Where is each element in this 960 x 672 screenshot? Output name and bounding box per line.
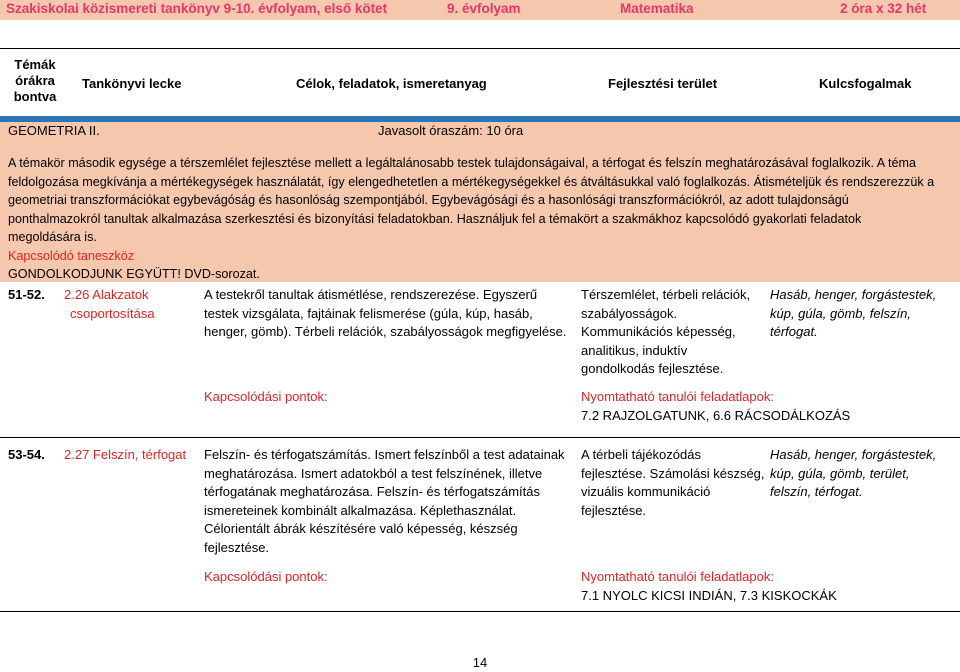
goals-line: Felszín- és térfogatszámítás. Ismert felszínből a test adatainak: [204, 447, 565, 462]
dev-line: Térszemlélet, térbeli relációk,: [581, 287, 751, 302]
row-goals: [204, 286, 574, 342]
row-keywords: [770, 286, 936, 342]
kw-line: Hasáb, henger, forgástestek,: [770, 447, 937, 462]
row-development: [581, 286, 750, 379]
row-divider: [0, 437, 960, 438]
worksheets: [581, 568, 837, 605]
worksheets: [581, 388, 850, 425]
column-topic-line1: Témák: [14, 57, 56, 72]
column-keywords: Kulcsfogalmak: [819, 76, 912, 91]
lesson-link[interactable]: 2.26 Alakzatok: [64, 287, 149, 302]
description-line: ponthalmazokról tanultak alkalmazása szerkesztési és bizonyítási feladatokban. Használjuk fel a témakört a szakmákhoz kapcsolódó gyakorlati feladatok: [8, 211, 862, 226]
kw-line: kúp, gúla, gömb, felszín,: [770, 305, 911, 321]
lesson-link[interactable]: 2.27 Felszín, térfogat: [64, 447, 187, 462]
row-hours: 53-54.: [8, 447, 45, 462]
column-goals: Célok, feladatok, ismeretanyag: [296, 76, 487, 91]
book-title: Szakiskolai közismereti tankönyv 9-10. évfolyam, első kötet: [6, 1, 388, 16]
goals-line: henger, gömb). Térbeli relációk, szabályosságok megfigyelése.: [204, 324, 567, 339]
goals-line: A testekről tanultak átismétlése, rendszerezése. Egyszerű: [204, 287, 538, 302]
page-number: 14: [472, 655, 488, 670]
suggested-hours: Javasolt óraszám: 10 óra: [378, 123, 524, 138]
dev-line: fejlesztése. Számolási készség,: [581, 465, 765, 481]
links-label: Kapcsolódási pontok:: [204, 569, 328, 584]
kw-line: Hasáb, henger, forgástestek,: [770, 287, 937, 302]
goals-line: meghatározása. Ismert adatokból a test felszínének, illetve: [204, 465, 543, 481]
description-line: feldolgozása megkívánja a mértékegységek használatát, így elengedhetetlen a mértékegységekkel és átváltásukkal való foglalkozás. Átismételjük és rendszerezzük a: [8, 174, 935, 189]
tools-value: GONDOLKODJUNK EGYÜTT! DVD-sorozat.: [8, 267, 260, 281]
worksheets-value: 7.1 NYOLC KICSI INDIÁN, 7.3 KISKOCKÁK: [581, 587, 837, 603]
topic-title: GEOMETRIA II.: [8, 123, 100, 138]
row-development: [581, 446, 765, 520]
dev-line: vizuális kommunikáció: [581, 484, 711, 499]
dev-line: szabályosságok.: [581, 305, 678, 321]
column-development: Fejlesztési terület: [608, 76, 718, 91]
row-hours: 51-52.: [8, 287, 45, 302]
row-keywords: [770, 446, 936, 502]
column-topic: [2, 57, 68, 105]
dev-line: analitikus, induktív: [581, 342, 688, 358]
dev-line: fejlesztése.: [581, 502, 647, 518]
column-lesson: Tankönyvi lecke: [82, 76, 182, 91]
topic-summary: [0, 122, 960, 282]
grade-label: 9. évfolyam: [447, 1, 521, 16]
dev-line: A térbeli tájékozódás: [581, 447, 701, 462]
kw-line: kúp, gúla, gömb, terület,: [770, 465, 910, 481]
subject-label: Matematika: [620, 1, 694, 16]
kw-line: felszín, térfogat.: [770, 484, 863, 499]
row-goals: [204, 446, 574, 557]
dev-line: gondolkodás fejlesztése.: [581, 361, 724, 376]
row-lesson: [64, 286, 155, 323]
lesson-link-cont[interactable]: csoportosítása: [70, 305, 155, 321]
goals-line: ismereteinek kombinált alkalmazása. Képlethasználat.: [204, 502, 517, 518]
document-header: [0, 0, 960, 20]
worksheets-label: Nyomtatható tanulói feladatlapok:: [581, 389, 774, 404]
goals-line: testek vizsgálata, fajtáinak felismerése (gúla, kúp, hasáb,: [204, 305, 533, 321]
description-line: geometriai transzformációkat egybevágóság és hasonlóság szempontjából. Egybevágósági és a hasonlósági transzformációkról, az adott tulajdonságú: [8, 193, 849, 207]
row-divider: [0, 611, 960, 612]
column-header-row: [0, 48, 960, 117]
goals-line: fejlesztése.: [204, 539, 270, 555]
worksheets-label: Nyomtatható tanulói feladatlapok:: [581, 569, 774, 584]
dev-line: Kommunikációs képesség,: [581, 324, 736, 339]
lesson-row: [0, 286, 960, 432]
column-topic-line3: bontva: [13, 89, 57, 104]
tools-label: Kapcsolódó taneszköz: [8, 248, 135, 263]
topic-description: [8, 154, 954, 284]
worksheets-value: 7.2 RAJZOLGATUNK, 6.6 RÁCSODÁLKOZÁS: [581, 407, 851, 423]
lesson-row: [0, 446, 960, 606]
column-topic-line2: órákra: [15, 73, 55, 88]
hours-label: 2 óra x 32 hét: [840, 1, 927, 16]
kw-line: térfogat.: [770, 324, 818, 339]
links-label: Kapcsolódási pontok:: [204, 389, 328, 404]
description-line: megoldására is.: [8, 230, 97, 244]
goals-line: térfogatának meghatározása. Felszín- és térfogatszámítás: [204, 484, 541, 499]
goals-line: Célorientált ábrák készítésére való képesség, készség: [204, 521, 518, 536]
description-line: A témakör második egysége a térszemlélet fejlesztése mellett a legáltalánosabb testek tulajdonságaival, a térfogat és felszín meghatározásával foglalkozik. A téma: [8, 156, 916, 170]
